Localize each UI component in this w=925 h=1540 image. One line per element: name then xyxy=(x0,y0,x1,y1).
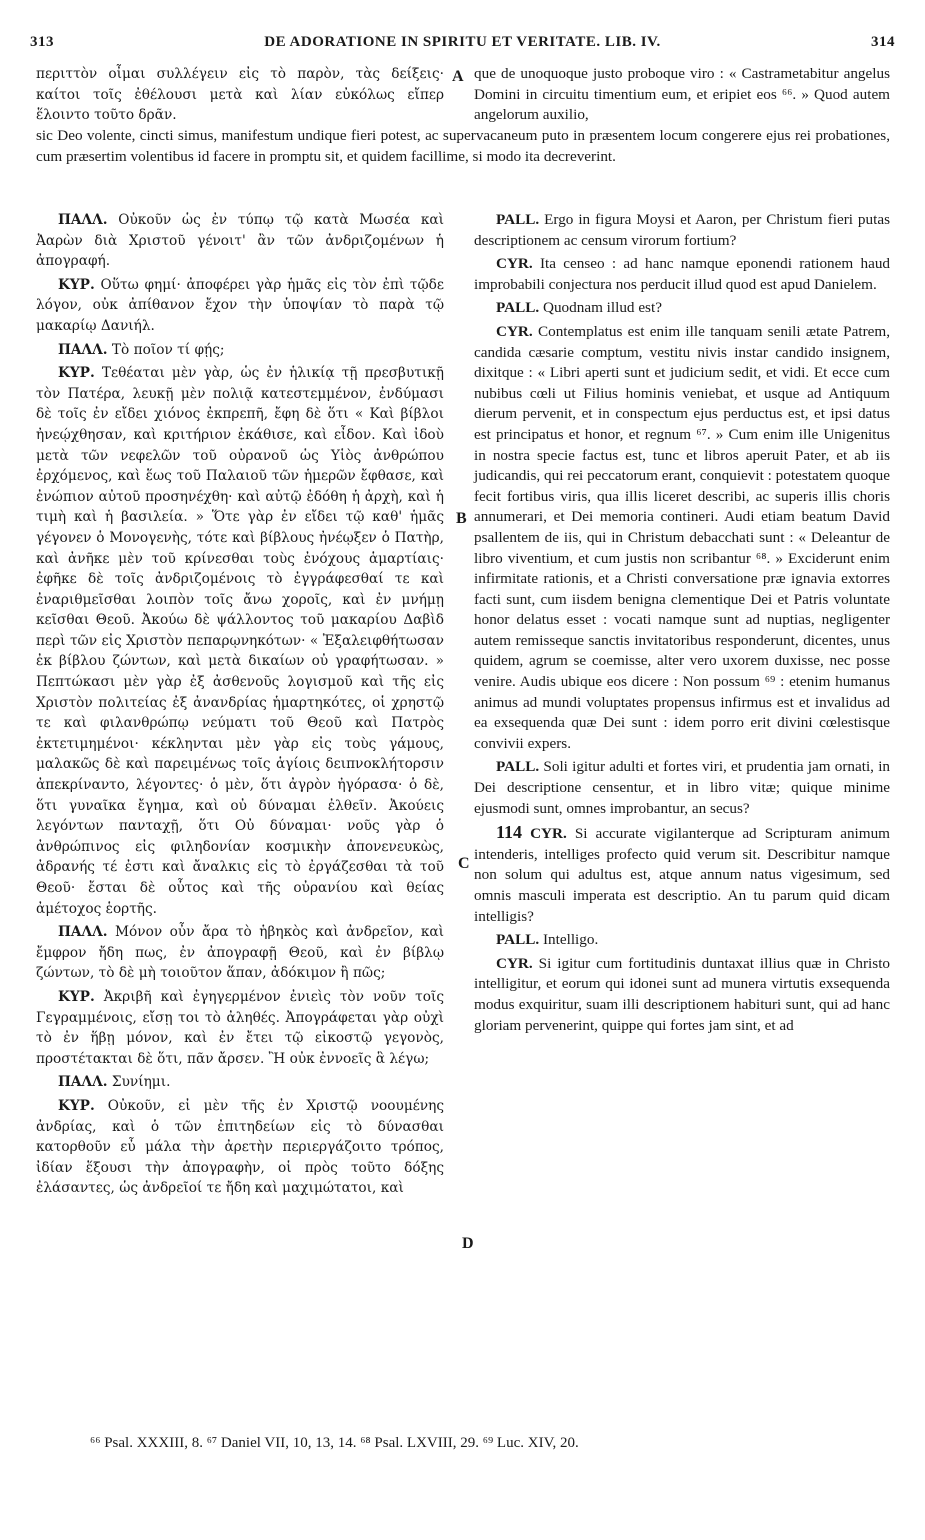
greek-paragraph xyxy=(36,987,444,1069)
speaker-label: CYR. xyxy=(496,954,533,972)
latin-paragraph xyxy=(474,254,890,295)
speaker-label: CYR. xyxy=(496,322,533,340)
latin-paragraph xyxy=(474,930,890,951)
dialogue-text: Ἀκριβῆ καὶ ἐγηγερμένον ἐνιεὶς τὸν νοῦν τοῖς Γεγραμμένοις, εἴσῃ τοι τὸ ἀληθές. Ἀπογράφεται γὰρ οὐχὶ τὸ ἐν ἥβῃ μόνον, καὶ ἐν ἔτει τῷ εἰκοστῷ γεγονὸς, προστέτακται δὲ ὅτι, πᾶν ἄρσεν. Ἢ οὐκ ἐννοεῖς ἃ λέγω; xyxy=(36,988,444,1067)
greek-paragraph xyxy=(36,275,444,337)
greek-column xyxy=(36,210,444,1202)
greek-paragraph xyxy=(36,340,444,361)
greek-paragraph xyxy=(36,1072,444,1093)
speaker-label: PALL. xyxy=(496,931,540,949)
speaker-label: ΚΥΡ. xyxy=(58,365,95,382)
speaker-label: CYR. xyxy=(496,255,533,273)
latin-paragraph xyxy=(474,322,890,754)
dialogue-text: Intelligo. xyxy=(542,931,599,949)
greek-top-block xyxy=(36,64,444,129)
running-title: DE ADORATIONE IN SPIRITU ET VERITATE. LIB. IV. xyxy=(264,34,661,50)
greek-paragraph xyxy=(36,1096,444,1199)
running-header xyxy=(30,34,895,58)
speaker-label: ΠΑΛΛ. xyxy=(58,1074,108,1091)
margin-marker-d: D xyxy=(462,1235,474,1252)
dialogue-text: Quodnam illud est? xyxy=(542,299,662,317)
margin-marker-a: A xyxy=(452,68,464,85)
latin-top-block xyxy=(474,64,890,129)
speaker-label: ΠΑΛΛ. xyxy=(58,212,108,228)
speaker-label: ΠΑΛΛ. xyxy=(58,924,108,941)
dialogue-text: Ergo in figura Moysi et Aaron, per Christum fieri putas descriptionem ac censum virorum fortium? xyxy=(474,211,890,249)
speaker-label: ΚΥΡ. xyxy=(58,1097,95,1114)
page-number-left: 313 xyxy=(30,34,54,50)
greek-paragraph xyxy=(36,210,444,272)
speaker-label: ΚΥΡ. xyxy=(58,988,95,1005)
dialogue-text: Οὕτω φημί· ἀποφέρει γὰρ ἡμᾶς εἰς τὸν ἐπὶ τῷδε λόγον, οὐκ ἀπίθανον ἔχον τὴν ὑποψίαν τὸ παρὰ τῷ μακαρίῳ Δανιήλ. xyxy=(36,276,444,334)
page-number-right: 314 xyxy=(871,34,895,50)
dialogue-text: Συνίημι. xyxy=(111,1074,171,1091)
dialogue-text: Si accurate vigilanterque ad Scripturam animum intenderis, intelliges profecto quid verum sit. Describitur namque non solum qui adultus est, atque annum natus vigesimum, sed omnis masculi imperata est descriptio. An tu parum quid dicam intelligis? xyxy=(474,825,890,925)
margin-marker-c: C xyxy=(458,855,470,872)
dialogue-text: Τεθέαται μὲν γὰρ, ὡς ἐν ἡλικίᾳ τῇ πρεσβυτικῇ τὸν Πατέρα, λευκῇ μὲν πολιᾷ κατεστεμμένον, ἐνδύμασι δὲ τοῖς ἐν εἴδει χιόνος ἐκπρεπῆ, ἔφη δὲ ὅτι « Καὶ βίβλοι ἠνεῴχθησαν, καὶ κριτήριον ἐκάθισε, καὶ εἶδον. Καὶ ἰδοὺ μετὰ τῶν νεφελῶν τοῦ οὐρανοῦ ὡς Υἱὸς ἀνθρώπου ἐρχόμενος, καὶ ἕως τοῦ Παλαιοῦ τῶν ἡμερῶν ἔφθασε, καὶ ἐνώπιον αὐτοῦ προσηνέχθη· καὶ αὐτῷ ἐδόθη ἡ ἀρχὴ, καὶ ἡ τιμὴ καὶ ἡ βασιλεία. » Ὅτε γὰρ ἐν εἴδει τῷ καθ' ἡμᾶς γέγονεν ὁ Μονογενὴς, τότε καὶ βίβλους ἠνέῳξεν ὁ Πατὴρ, καὶ ἀνῆκε μὲν τοῦ κρίνεσθαι τοὺς ἐνόχους ἁμαρτίαις· ἐφῆκε δὲ τοῖς ἀνδριζομένοις τὸ ἐγγράφεσθαί τε καὶ ἐναριθμεῖσθαι λοιπὸν τοῖς ἄνω χοροῖς, καὶ ἐν μνήμῃ κεῖσθαι Θεοῦ. Ἀκούω δὲ ψάλλοντος τοῦ μακαρίου Δαβὶδ περὶ τῶν εἰς Χριστὸν πεπαρῳνηκότων· « Ἐξαλειφθήτωσαν ἐκ βίβλου ζώντων, καὶ μετὰ δικαίων οὐ γραφήτωσαν. » Πεπτώκασι μὲν γὰρ ἐξ ἀσθενοῦς λογισμοῦ καὶ τῆς εἰς Χριστὸν πολιτείας ἐξ ἀνανδρίας ἡμαρτηκότες, οἱ χρηστῷ τε καὶ φιλανθρώπῳ νεύματι τοῦ Θεοῦ καὶ Πατρὸς ἐκτετιμημένοι· κέκληνται μὲν γὰρ εἰς τοὺς γάμους, μαλακῶς δὲ καὶ παρειμένως τοῖς ἁγίοις δειπνοκλήτορσιν ἀπεκρίναντο, λέγοντες· ὁ μὲν, ὅτι ἀγρὸν ἠγόρασα· ὁ δὲ, ὅτι γυναῖκα ἔγημα, καὶ οὐ δύναμαι ἐλθεῖν. Ἀκούεις λεγόντων πανταχῇ, ὅτι Οὐ δύναμαι· νοῦς γὰρ ὁ ἀνθρώπινος εἰς φιληδονίαν κοσμικὴν ἀπονενευκὼς, ἀδρανής τέ ἐστι καὶ ἄναλκις εἰς τὸ ἐργάζεσθαι τὰ τοῦ Θεοῦ· ἔσται δὲ οὗτος καὶ τῆς οὐρανίου καὶ θείας ἀμέτοχος ἑορτῆς. xyxy=(36,365,444,917)
speaker-label: PALL. xyxy=(496,211,540,228)
latin-paragraph xyxy=(474,822,890,927)
dialogue-text: Ita censeo : ad hanc namque eponendi rationem haud improbabili conjectura nos perducit illud quod est apud Danielem. xyxy=(474,255,891,293)
latin-column xyxy=(474,210,890,1039)
footnotes: ⁶⁶ Psal. XXXIII, 8. ⁶⁷ Daniel VII, 10, 13, 14. ⁶⁸ Psal. LXVIII, 29. ⁶⁹ Luc. XIV, 20. xyxy=(90,1435,579,1451)
latin-paragraph xyxy=(474,954,890,1036)
dialogue-text: Soli igitur adulti et fortes viri, et prudentia jam ornati, in Dei descriptione censentur, et in libro vitæ; quique minime ejusmodi sunt, omnes improbantur, an secus? xyxy=(474,758,891,817)
speaker-label: ΚΥΡ. xyxy=(58,276,95,293)
speaker-label: ΠΑΛΛ. xyxy=(58,341,108,358)
margin-marker-b: B xyxy=(456,510,467,527)
speaker-label: CYR. xyxy=(530,825,567,843)
dialogue-text: Contemplatus est enim ille tanquam senili ætate Patrem, candida cæsarie comptum, vestitu nivis instar candido insignem, dixitque : « Libri aperti sunt et judicium sedit, et vidi. Et ecce cum nubibus cœli ut Filius hominis veniebat, et usque ad Antiquum dierum pervenit, et in conspectum ejus perductus est, et ipsi datus est principatus et honor, et regnum ⁶⁷. » Cum enim ille Unigenitus in nostra specie factus est, tunc et libros aperuit Pater, et ab iis judicandis, qui rei peccatorum erant, conquievit : potestatem quoque fecit fortibus viris, qua illis liceret describi, ac superis illis choris annumerari, et Dei memoria contineri. Audi etiam beatum David psallentem de iis, qui in Christum debacchati sunt : « Deleantur de libro viventium, et cum justis non scribantur ⁶⁸. » Exciderunt enim infirmitate rationis, et a Christi conversatione præ ignavia extorres facti sunt, cum iisdem benigna clementique Dei et Patris voluntate honor delatus esset : vocati namque sunt ad nuptias, negligenter autem remisseque sanctis invitatoribus responderunt, dicentes, unus quidem, agrum se coemisse, alter vero uxorem duxisse, nec posse venire. Audis ubique eos dicere : Non possum ⁶⁹ : etenim humanus animus ad mundi voluptates propensus infirmus est et invalidus ad ea exsequenda quæ Dei sunt : idem porro erit divini cœlestisque convivii expers. xyxy=(474,322,890,752)
greek-paragraph xyxy=(36,363,444,919)
section-number: 114 xyxy=(496,822,523,843)
speaker-label: PALL. xyxy=(496,299,540,317)
dialogue-text: Οὐκοῦν ὡς ἐν τύπῳ τῷ κατὰ Μωσέα καὶ Ἀαρὼν διὰ Χριστοῦ γένοιτ' ἂν τῶν ἀνδριζομένων ἡ ἀπογραφή. xyxy=(36,212,445,270)
dialogue-text: Οὐκοῦν, εἰ μὲν τῆς ἐν Χριστῷ νοουμένης ἀνδρίας, καὶ ὁ τῶν ἐπιτηδείων εἰς τὸ δύνασθαι κατορθοῦν εὖ μάλα τὴν ἀρετὴν περιεργάζοιτο τρόπος, ἰδίαν ἕξουσι τὴν ἀπογραφὴν, οἱ πρὸς τοῦτο δόξης ἐλάσαντες, ὡς ἀνδρεῖοί τε ἤδη καὶ μαχιμώτατοι, καὶ xyxy=(36,1097,444,1197)
dialogue-text: Τὸ ποῖον τί φῄς; xyxy=(111,341,225,358)
latin-top-text: que de unoquoque justo proboque viro : « Castrametabitur angelus Domini in circuitu timentium eum, et eripiet eos ⁶⁶. » Quod autem angelorum auxilio, xyxy=(474,65,890,124)
latin-spanning-paragraph: sic Deo volente, cincti simus, manifestum undique fieri potest, ac supervacaneum puto in præsentem locum congerere ejus rei probationes, cum præsertim volentibus id facere in promptu sit, et quidem facillime, si modo ita decreverint. xyxy=(36,127,890,165)
speaker-label: PALL. xyxy=(496,758,540,776)
greek-top-text: περιττὸν οἶμαι συλλέγειν εἰς τὸ παρὸν, τὰς δείξεις· καίτοι τοῖς ἐθέλουσι μετὰ καὶ λίαν εὐκόλως εἴπερ ἕλοιντο τοῦτο δρᾶν. xyxy=(36,66,444,124)
dialogue-text: Μόνον οὖν ἄρα τὸ ἡβηκὸς καὶ ἀνδρεῖον, καὶ ἔμφρον ἤδη πως, ἐν ἀπογραφῇ Θεοῦ, καὶ ἐν βίβλῳ ζώντων, τὸ δὲ μὴ τοιοῦτον ἅπαν, ἀδόκιμον ἢ πῶς; xyxy=(36,924,444,982)
latin-paragraph xyxy=(474,298,890,319)
latin-paragraph xyxy=(474,757,890,819)
latin-paragraph xyxy=(474,210,890,251)
greek-paragraph xyxy=(36,922,444,984)
dialogue-text: Si igitur cum fortitudinis duntaxat illius quæ in Christo intelligitur, et eorum qui idonei sunt ad munera virtutis exsequenda modus exquiritur, suam illi descriptionem habituri sunt, qui ad hanc gloriam pervenerint, quippe qui fortes jam sint, et ad xyxy=(474,954,891,1034)
